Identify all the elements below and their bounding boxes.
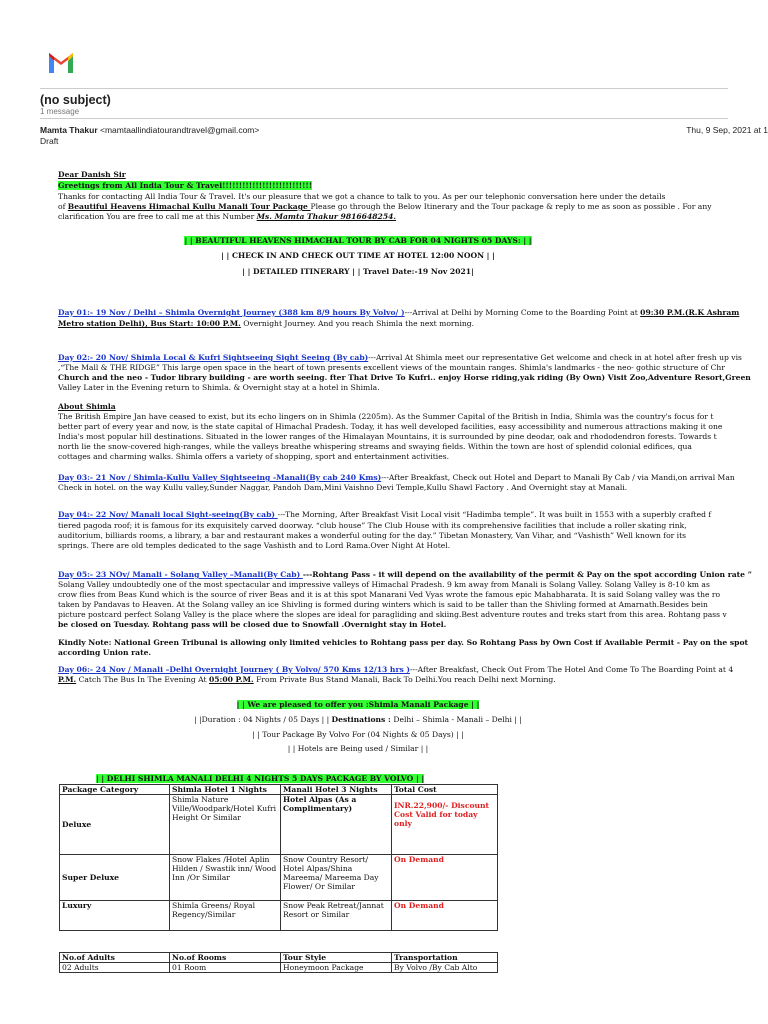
day5-line-1: Day 05:- 23 NOv/ Manali - Solang Valley –Manali(By Cab) ---Rohtang Pass - it will depend on the availability of the permit & Pay on the spot according Union rate ” (58, 570, 752, 579)
note-line-1: Kindly Note: National Green Tribunal is allowing only limited vehicles to Rohtang pass per day. So Rohtang Pass by Own Cost if Available Permit - Pay on the spot (58, 638, 749, 647)
day5-line-3: crow flies from Beas Kund which is the source of river Beas and it is at this spot Manarani Ved Vyas wrote the famous epic Mahabharata. It is said Solang valley was the ro (58, 590, 721, 599)
day2-line-3: Church and the neo - Tudor library building - are worth seeing. fter That Drive To Kufri.. enjoy Horse riding,yak riding (By Own) Visit Zoo,Adventure Resort,Green (58, 373, 751, 382)
offer-hotels: | | Hotels are Being used / Similar | | (287, 744, 429, 753)
day6-line-1: Day 06:- 24 Nov / Manali –Delhi Overnight Journey ( By Volvo/ 570 Kms 12/13 hrs )---After Breakfast, Check Out From The Hotel And Come To The Boarding Point at 4 (58, 665, 734, 674)
checkin-time: | | CHECK IN AND CHECK OUT TIME AT HOTEL 12:00 NOON | | (221, 251, 495, 260)
day2-line-4: Valley Later in the Evening return to Shimla. & Overnight stay at a hotel in Shimla. (58, 383, 380, 392)
subject-divider (40, 118, 728, 119)
day1-line-1: Day 01:- 19 Nov / Delhi – Shimla Overnight Journey (388 km 8/9 hours By Volvo/ )---Arrival at Delhi by Morning Come to the Boarding Point at 09:30 P.M.(R.K Ashram (58, 308, 740, 317)
day5-line-5: picture postcard perfect Solang Valley is the place where the slopes are ideal for paragliding and skiing.Best adventure routes and treks start from this area. Rohtang pass v (58, 610, 727, 619)
email-date: Thu, 9 Sep, 2021 at 1 (686, 125, 768, 135)
tour-banner: | | BEAUTIFUL HEAVENS HIMACHAL TOUR BY CAB FOR 04 NIGHTS 05 DAYS: | | (184, 236, 532, 245)
note-line-2: according Union rate. (58, 648, 152, 657)
day2-line-1: Day 02:- 20 Nov/ Shimla Local & Kufri Sightseeing Sight Seeing (By cab)---Arrival At Shimla meet our representative Get welcome and check in at hotel after fresh up vis (58, 353, 742, 362)
intro-line-3: clarification You are free to call me at this Number Ms. Mamta Thakur 9816648254. (58, 212, 397, 221)
offer-duration: | |Duration : 04 Nights / 05 Days | | Destinations : Delhi – Shimla - Manali – Delhi | | (194, 715, 522, 724)
table-row: Deluxe Shimla Nature Ville/Woodpark/Hotel Kufri Height Or Similar Hotel Alpas (As a Complimentary) INR.22,900/- Discount Cost Valid for today only (60, 795, 498, 855)
header-manali-hotel: Manali Hotel 3 Nights (281, 785, 392, 795)
day4-line-3: auditorium, billiards rooms, a library, a bar and restaurant makes a wonderful outing for the day.” Tibetan Monastery, Van Vihar, and “Vashisth” Well known for its (58, 531, 687, 540)
day3-line-1: Day 03:- 21 Nov / Shimla-Kullu Valley Sightseeing -Manali(By cab 240 Kms)---After Breakfast, Check out Hotel and Depart to Manali By Cab / via Mandi,on arrival Man (58, 473, 735, 482)
offer-tour: | | Tour Package By Volvo For (04 Nights & 05 Days) | | (252, 730, 464, 739)
day4-line-4: springs. There are old temples dedicated to the sage Vashisth and to Lord Rama.Over Night At Hotel. (58, 541, 451, 550)
about-line-2: better part of every year and now, is the state capital of Himachal Pradesh. Today, it has well developed facilities, easy accessibility and numerous attractions making it one (58, 422, 723, 431)
sender-name: Mamta Thakur (40, 125, 98, 135)
intro-line-1: Thanks for contacting All India Tour & Travel. It's our pleasure that we got a chance to talk to you. As per our telephonic conversation here under the details (58, 192, 666, 201)
day5-line-4: taken by Pandavas to Heaven. At the Solang valley an ice Shivling is formed during winters which is said to be taller than the Shivling formed at Amarnath.Besides bein (58, 600, 708, 609)
intro-line-2: of Beautiful Heavens Himachal Kullu Manali Tour Package Please go through the Below Itinerary and the Tour package & reply to me as soon as possible . For any (58, 202, 712, 211)
greeting: Dear Danish Sir (58, 170, 126, 179)
day4-line-2: tiered pagoda roof; it is famous for its exquisitely carved doorway. “club house” The Club House with its comprehensive facilities that include a roller skating rink, (58, 521, 687, 530)
day5-line-6: be closed on Tuesday. Rohtang pass will be closed due to Snowfall .Overnight stay in Hotel. (58, 620, 447, 629)
table-banner: | | DELHI SHIMLA MANALI DELHI 4 NIGHTS 5 DAYS PACKAGE BY VOLVO | | (96, 774, 425, 783)
message-count: 1 message (40, 107, 80, 116)
table-row: 02 Adults 01 Room Honeymoon Package By Volvo /By Cab Alto (60, 963, 498, 973)
about-line-1: The British Empire Jan have ceased to exist, but its echo lingers on in Shimla (2205m). As the Summer Capital of the British in India, Shimla was the country's focus for t (58, 412, 714, 421)
day6-line-2: P.M. Catch The Bus In The Evening At 05:00 P.M. From Private Bus Stand Manali, Back To Delhi.You reach Delhi next Morning. (58, 675, 556, 684)
package-table (59, 784, 498, 931)
about-line-4: north lie the snow-covered high-ranges, while the valleys breathe whispering streams and swaying fields. Within the town are host of splendid colonial edifices, qua (58, 442, 692, 451)
day3-line-2: Check in hotel. on the way Kullu valley,Sunder Naggar, Pandoh Dam,Mini Vaishno Devi Temple,Kullu Shawl Factory . And Overnight stay at Manali. (58, 483, 628, 492)
day2-line-2: ,“The Mall & THE RIDGE” This large open space in the heart of town presents excellent views of the mountain ranges. Shimla's landmarks - the neo- gothic structure of Chr (58, 363, 725, 372)
day5-line-2: Solang Valley undoubtedly one of the most spectacular and impressive valleys of Himachal Pradesh. 9 km away from Manali is Solang Valley. Solang Valley is 8-10 km as (58, 580, 710, 589)
table-row: Luxury Shimla Greens/ Royal Regency/Similar Snow Peak Retreat/Jannat Resort or Similar On Demand (60, 901, 498, 931)
day4-line-1: Day 04:- 22 Nov/ Manali local Sight-seeing(By cab) ---The Morning, After Breakfast Visit Local visit “Hadimba temple”. It was built in 1553 with a superbly crafted f (58, 510, 712, 519)
header-total-cost: Total Cost (392, 785, 498, 795)
header-shimla-hotel: Shimla Hotel 1 Nights (170, 785, 281, 795)
about-shimla-title: About Shimla (58, 402, 116, 411)
about-line-5: cottages and charming walks. Shimla offers a variety of shopping, sport and entertainment activities. (58, 452, 450, 461)
sender-line (40, 125, 259, 135)
package-table-header (60, 785, 498, 795)
header-divider (40, 88, 728, 89)
sender-email: <mamtaallindiatourandtravel@gmail.com> (100, 125, 260, 135)
detailed-itinerary: | | DETAILED ITINERARY | | Travel Date:-19 Nov 2021| (242, 267, 474, 276)
offer-banner: | | We are pleased to offer you :Shimla Manali Package | | (236, 700, 480, 709)
about-line-3: India's most popular hill destinations. Situated in the lower ranges of the Himalayan Mountains, it is surrounded by pine deodar, oak and rhododendron forests. Towards t (58, 432, 717, 441)
table-row: Super Deluxe Snow Flakes /Hotel Aplin Hilden / Swastik inn/ Wood Inn /Or Similar Snow Country Resort/ Hotel Alpas/Shina Mareema/ Mareema Day Flower/ Or Similar On Demand (60, 855, 498, 901)
day1-line-2: Metro station Delhi), Bus Start: 10:00 P.M. Overnight Journey. And you reach Shimla the next morning. (58, 319, 475, 328)
adults-table (59, 952, 498, 973)
greetings-line: Greetings from All India Tour & Travel!!!!!!!!!!!!!!!!!!!!!!!!!!! (58, 181, 313, 190)
adults-table-header: No.of Adults No.of Rooms Tour Style Transportation (60, 953, 498, 963)
gmail-logo-icon (47, 52, 75, 74)
draft-label: Draft (40, 136, 59, 146)
email-subject: (no subject) (40, 93, 111, 107)
header-package-category: Package Category (60, 785, 170, 795)
